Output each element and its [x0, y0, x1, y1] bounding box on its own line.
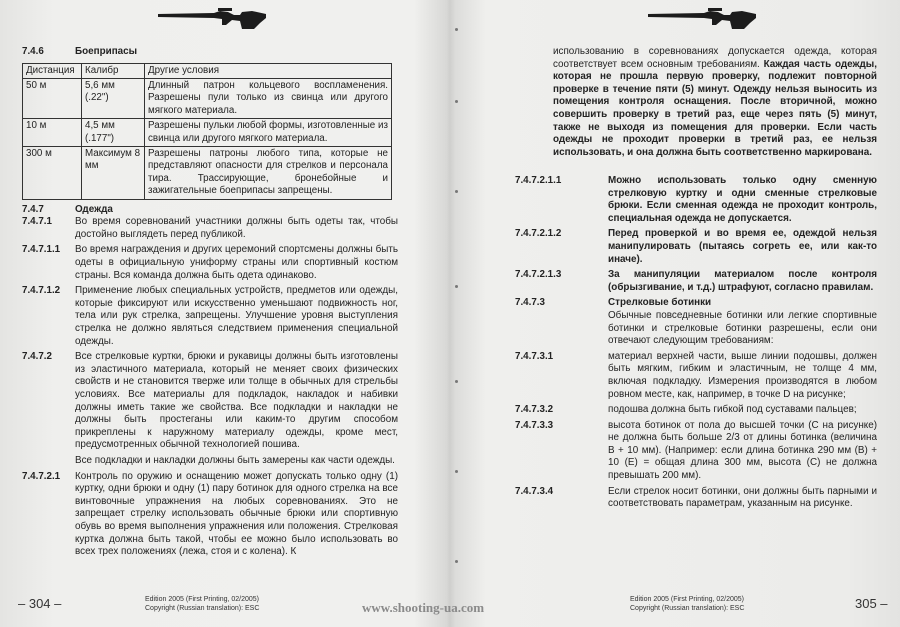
paragraph-number: 7.4.7: [22, 203, 44, 215]
column-header: Дистанция: [23, 63, 82, 78]
paragraph: [515, 486, 877, 511]
paragraph-text: использованию в соревнованиях допускается одежда, которая соответствует всем основным требованиям.: [553, 46, 877, 70]
paragraph: [515, 420, 877, 483]
paragraph-text: Можно использовать только одну сменную стрелковую куртку и одни сменные стрелковые брюки. Если сменная одежда не проходит контроль, специальная одежда не допускается.: [608, 175, 877, 224]
table-cell: 5,6 мм (.22"): [82, 79, 145, 119]
paragraph-number: 7.4.7.2.1.2: [515, 228, 562, 240]
binding-hole: [455, 28, 458, 31]
left-content: [22, 46, 398, 559]
paragraph-text: Перед проверкой и во время ее, одеждой нельзя манипулировать (пытаясь согреть ее, или как-то иначе).: [608, 228, 877, 265]
table-cell: 300 м: [23, 147, 82, 200]
paragraph: [515, 351, 877, 401]
footer-edition: Edition 2005 (First Printing, 02/2005): [630, 596, 745, 603]
paragraph-text: высота ботинок от пола до высшей точки (С на рисунке) не должна быть больше 2/3 от длины ботинка (величина В + 10 мм). (Например: если длина ботинка 290 мм (В) + 10 (Е) = общая длина 300 мм, высота (С) не должна превышать 200 мм).: [608, 419, 877, 482]
binding-hole: [455, 100, 458, 103]
paragraph-text: За манипуляции материалом после контроля (обрызгивание, и т.д.) штрафуют, согласно правилам.: [608, 269, 877, 293]
paragraph-text: Все стрелковые куртки, брюки и рукавицы должны быть изготовлены из эластичного материала, который не меняет своих физических свойств и не становится тверже или толще в обычных для стрельбы условиях. Все материалы для подкладок, накладок и набивки должны иметь такие же свойства. Все подкладки и накладки не должны быть простеганы или каким-то другим способом прикреплены к наружному материалу одежды, кроме мест, предусмотренных обычной технологией пошива.: [75, 351, 398, 451]
table-cell: 10 м: [23, 119, 82, 147]
paragraph-text: Во время соревнований участники должны быть одеты так, чтобы достойно выглядеть перед публикой.: [75, 216, 398, 240]
section-number: 7.4.6: [22, 46, 44, 57]
continued-paragraph: [553, 46, 877, 159]
section-title: Боеприпасы: [75, 46, 138, 57]
table-cell: Длинный патрон кольцевого воспламенения. Разрешены пули только из свинца или другого мягкого материала.: [145, 79, 392, 119]
section-heading: [22, 46, 398, 59]
page-footer: [630, 595, 744, 613]
table-cell: Максимум 8 мм: [82, 147, 145, 200]
paragraph-number: 7.4.7.2.1.3: [515, 269, 562, 281]
binding-hole: [455, 285, 458, 288]
paragraph: [515, 175, 877, 225]
paragraph-text: Все подкладки и накладки должны быть замерены как части одежды.: [75, 454, 395, 466]
paragraph: [515, 310, 877, 348]
paragraph: [515, 297, 877, 310]
paragraph: [515, 404, 877, 417]
paragraph-number: 7.4.7.3: [515, 297, 545, 309]
table-cell: 4,5 мм (.177"): [82, 119, 145, 147]
paragraph: [22, 351, 398, 452]
page-number: 305 –: [855, 596, 888, 611]
binding-hole: [455, 560, 458, 563]
paragraph-number: 7.4.7.2.1.1: [515, 175, 562, 186]
paragraph: [22, 216, 398, 241]
paragraph-text: Обычные повседневные ботинки или легкие спортивные ботинки и стрелковые ботинки разрешены, если они отвечают следующим требованиям:: [608, 309, 877, 347]
paragraph-text: Если стрелок носит ботинки, они должны быть парными и соответствовать параметрам, указанным на рисунке.: [608, 485, 877, 510]
right-content: [553, 46, 877, 159]
paragraph-title: Одежда: [75, 203, 113, 215]
ammunition-table: [22, 63, 392, 200]
page-footer: [145, 595, 259, 613]
page-number: – 304 –: [18, 596, 62, 611]
paragraph: [515, 269, 877, 294]
column-header: Калибр: [82, 63, 145, 78]
watermark-link[interactable]: www.shooting-ua.com: [362, 600, 485, 615]
paragraph-number: 7.4.7.2.1: [22, 470, 61, 482]
table-row: [23, 119, 392, 147]
footer-copyright: Copyright (Russian translation): ESC: [145, 605, 260, 612]
paragraph-number: 7.4.7.1.1: [22, 244, 61, 256]
paragraph-text: Во время награждения и других церемоний спортсмены должны быть одеты в официальную униформу страны или спортивный костюм страны. Вся команда должна быть одета одинаково.: [75, 244, 398, 281]
paragraph-number: 7.4.7.1.2: [22, 285, 61, 297]
rifle-icon: [156, 5, 268, 31]
paragraph-number: 7.4.7.3.3: [515, 419, 554, 431]
footer-edition: Edition 2005 (First Printing, 02/2005): [145, 596, 260, 603]
paragraph-number: 7.4.7.3.2: [515, 404, 554, 416]
paragraph-number: 7.4.7.3.4: [515, 485, 554, 497]
binding-hole: [455, 190, 458, 193]
paragraph-text: Контроль по оружию и оснащению может допускать только одну (1) куртку, одни брюки и одну (1) пару ботинок для одного стрелка на все винтовочные упражнения на любых соревнованиях. Это не запрещает стрелку использовать обычные брюки или спортивную обувь во время выполнения упражнения или положения. Стрелковая куртка должна быть такой, чтобы ее можно было использовать во всех трех положениях (лежа, стоя и с колена). К: [75, 470, 398, 558]
column-header: Другие условия: [145, 63, 392, 78]
paragraph: [22, 285, 398, 348]
table-cell: 50 м: [23, 79, 82, 119]
table-row: [23, 79, 392, 119]
rifle-icon: [646, 5, 758, 31]
paragraph-text: материал верхней части, выше линии подошвы, должен быть мягким, гибким и эластичным, не толще 4 мм, включая подкладку. Измерения производятся в любом ровном месте, как, например, в точке D на рисунке;: [608, 350, 877, 400]
page-right: [450, 0, 900, 627]
paragraph: [22, 455, 398, 468]
paragraph-text: Применение любых специальных устройств, предметов или одежды, которые фиксируют или искусственно уменьшают подвижность ног, тела или рук стрелка, запрещены. Улучшение уровня выступления стрелка не должно являться следствием применения специальной одежды.: [75, 285, 398, 347]
paragraph-number: [515, 310, 608, 348]
paragraph-text: подошва должна быть гибкой под суставами пальцев;: [608, 404, 857, 416]
paragraph-title: Стрелковые ботинки: [608, 297, 712, 309]
paragraph-number: [22, 455, 75, 468]
binding-hole: [455, 470, 458, 473]
paragraph-number: 7.4.7.3.1: [515, 350, 554, 362]
footer-copyright: Copyright (Russian translation): ESC: [630, 605, 745, 612]
paragraph-text-bold: Каждая часть одежды, которая не прошла первую проверку, подлежит повторной проверке в течение пяти (5) минут. Одежду нельзя выносить из помещения контроля оснащения. После вторичной, можно совершить проверку в третий раз, еще через пять (5) минут, также не выходя из помещения для проверки. Если часть одежды не проходит проверки в третий раз, ее нельзя использовать, и она должна быть соответственно маркирована.: [553, 58, 877, 158]
paragraph: [515, 228, 877, 266]
table-header-row: [23, 63, 392, 78]
paragraph-number: 7.4.7.1: [22, 216, 52, 228]
table-cell: Разрешены патроны любого типа, которые не представляют опасности для стрелков и персонала тира. Трассирующие, бронебойные и зажигательные боеприпасы запрещены.: [145, 147, 392, 200]
right-content-numbered: [515, 175, 877, 511]
table-row: [23, 147, 392, 200]
table-cell: Разрешены пульки любой формы, изготовленные из свинца или другого мягкого материала.: [145, 119, 392, 147]
paragraph: [22, 244, 398, 282]
binding-hole: [455, 380, 458, 383]
paragraph: [22, 204, 398, 217]
paragraph-number: 7.4.7.2: [22, 351, 52, 363]
paragraph: [22, 471, 398, 559]
